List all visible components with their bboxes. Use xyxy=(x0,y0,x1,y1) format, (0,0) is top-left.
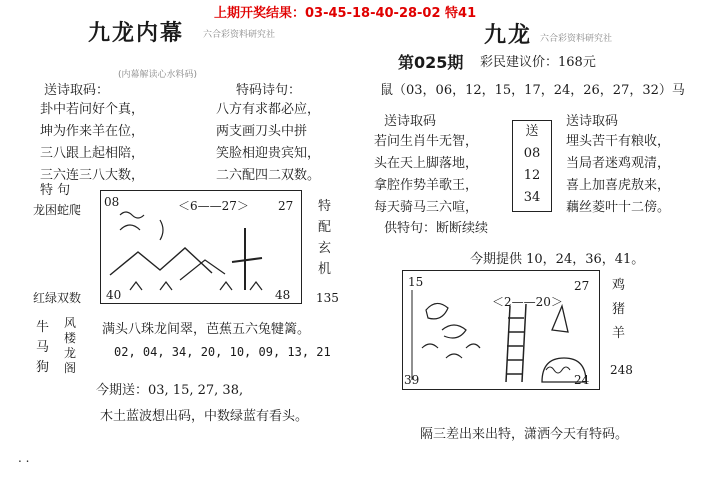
special-poem-line: 两支画刀头中拼 xyxy=(216,124,308,139)
left-poem-label: 送诗取码： xyxy=(44,83,110,98)
vertical-char: 配 xyxy=(318,220,332,235)
poem-line: 每天骑马三六喧， xyxy=(374,200,479,215)
right-animals xyxy=(612,274,625,346)
left-send: 今期送：03, 15, 27, 38, xyxy=(96,383,244,398)
left-animals xyxy=(36,318,49,378)
pic-num-tr: 27 xyxy=(278,199,294,213)
red-green-label: 红绿双数 xyxy=(33,291,82,305)
feng-lou-vertical xyxy=(64,316,76,376)
right-poem-left xyxy=(374,131,478,219)
pic-range: ＜6——27＞ xyxy=(178,199,249,213)
poem-line: 喜上加喜虎敖来， xyxy=(566,178,671,193)
pic-num-tl: 08 xyxy=(104,195,120,209)
today-numbers: 今期提供 10，24，36，41。 xyxy=(470,252,645,267)
animal: 狗 xyxy=(36,360,50,375)
special-poem-line: 二六配四二双数。 xyxy=(216,168,321,183)
left-numbers: 02, 04, 34, 20, 10, 09, 13, 21 xyxy=(114,345,331,359)
poem-line: 藕丝菱叶十二傍。 xyxy=(566,200,671,215)
right-pic-num-tr: 27 xyxy=(574,279,590,293)
feng-lou-char: 阁 xyxy=(64,361,77,375)
pic-num-bl: 40 xyxy=(106,288,122,302)
poem-line: 三八跟上起相陪， xyxy=(40,146,145,161)
vertical-char: 机 xyxy=(318,262,332,277)
right-picture-sketch xyxy=(402,270,598,388)
left-title: 九龙内幕 xyxy=(88,20,185,46)
pic-num-br: 48 xyxy=(275,288,291,302)
right-pic-num-bl: 39 xyxy=(404,373,420,387)
right-poem-label-right: 送诗取码 xyxy=(566,114,619,129)
poem-line: 拿腔作势羊歌王， xyxy=(374,178,479,193)
right-pic-num-br: 24 xyxy=(574,373,590,387)
dragon-snake-label: 龙困蛇爬 xyxy=(33,203,82,217)
footer-dots: . . xyxy=(18,451,30,465)
right-poem-label-left: 送诗取码 xyxy=(384,114,437,129)
feng-lou-char: 龙 xyxy=(64,346,77,360)
left-verse: 满头八珠龙间翠，芭蕉五六兔犍篱。 xyxy=(102,322,311,337)
special-poem-line: 笑脸相迎贵宾知， xyxy=(216,146,321,161)
right-title-sub: 六合彩资料研究社 xyxy=(540,34,613,44)
right-pic-range: ＜2——20＞ xyxy=(492,295,563,309)
poem-line: 坤为作来羊在位， xyxy=(40,124,145,139)
send-box-num: 12 xyxy=(523,168,541,183)
poem-line: 头在天上脚落地， xyxy=(374,156,479,171)
send-box xyxy=(512,120,552,212)
right-pic-num-tl: 15 xyxy=(408,275,424,289)
left-subtitle: (内幕解读心水料码) xyxy=(118,70,198,80)
poem-line: 若问生肖牛无智， xyxy=(374,134,479,149)
vertical-char: 特 xyxy=(318,199,332,214)
poem-line: 埋头苦干有粮收， xyxy=(566,134,671,149)
send-box-label: 送 xyxy=(525,124,539,139)
feng-lou-char: 风 xyxy=(64,316,77,330)
poem-line: 当局者迷鸡观清， xyxy=(566,156,671,171)
num-135: 135 xyxy=(316,291,339,305)
animal: 牛 xyxy=(36,320,50,335)
right-poem-right xyxy=(566,131,670,219)
te-ju-label: 特 句 xyxy=(40,183,71,198)
left-bottom: 木土蓝波想出码，中数绿蓝有看头。 xyxy=(100,409,309,424)
right-title: 九龙 xyxy=(484,22,533,48)
last-result-banner: 上期开奖结果：03-45-18-40-28-02 特41 xyxy=(214,6,477,21)
issue-number: 第025期 xyxy=(398,53,464,72)
num-248: 248 xyxy=(610,363,633,377)
special-poem-line: 八方有求都必应， xyxy=(216,102,321,117)
special-vertical xyxy=(318,196,331,280)
price: 彩民建议价：168元 xyxy=(480,55,596,70)
special-verse: 供特句：断断续续 xyxy=(384,221,489,236)
right-bottom: 隔三差出来出特，潇洒今天有特码。 xyxy=(420,427,629,442)
animal: 马 xyxy=(36,340,50,355)
animal: 羊 xyxy=(612,326,626,341)
animal: 鸡 xyxy=(612,278,626,293)
special-poem xyxy=(216,99,320,187)
poem-line: 卦中若问好个真， xyxy=(40,102,145,117)
vertical-char: 玄 xyxy=(318,241,332,256)
special-poem-label: 特码诗句： xyxy=(236,83,302,98)
send-box-num: 08 xyxy=(523,146,541,161)
left-poem xyxy=(40,99,144,187)
animal: 猪 xyxy=(612,302,626,317)
poem-line: 三六连三八大数， xyxy=(40,168,145,183)
send-box-num: 34 xyxy=(523,190,541,205)
left-title-sub: 六合彩资料研究社 xyxy=(203,30,276,40)
feng-lou-char: 楼 xyxy=(64,331,77,345)
rat-line: 鼠（03，06，12，15，17，24，26，27，32）马 xyxy=(380,83,685,98)
